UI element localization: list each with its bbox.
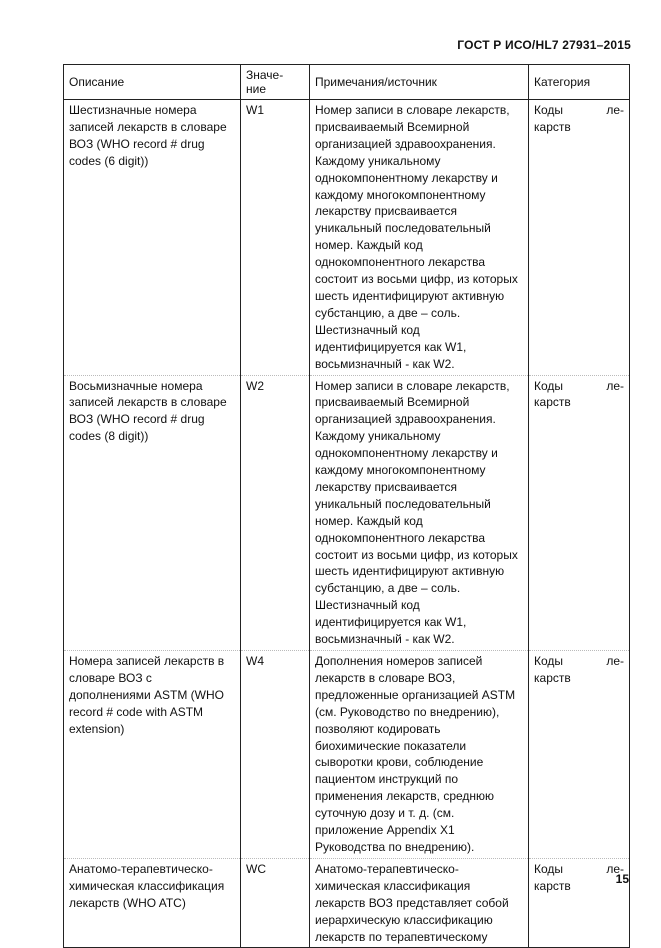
table-row [64, 651, 630, 859]
row-description: Анатомо-терапевтическо-химическая классификация лекарств (WHO ATC) [64, 858, 241, 948]
row-category-line2: карств [534, 119, 571, 134]
row-value: W2 [241, 375, 310, 651]
column-header-value-text: Значе- ние [246, 68, 284, 96]
column-header-description: Описание [64, 65, 241, 100]
column-header-category: Категория [529, 65, 630, 100]
row-category-line1: Коды ле- [534, 378, 624, 393]
row-category [529, 858, 630, 948]
row-category [529, 375, 630, 651]
row-value: WC [241, 858, 310, 948]
row-category-line2: карств [534, 670, 571, 685]
row-category-line1: Коды ле- [534, 103, 624, 117]
row-note: Номер записи в словаре лекарств, присваиваемый Всемирной организацией здравоохранения. Каждому уникальному однокомпонентному лекарству и каждому многокомпонентному лекарству присваивается уникальный последовательный номер. Каждый код однокомпонентного лекарства состоит из восьми цифр, из которых шесть идентифицируют активную субстанцию, а две – соль. Шестизначный код идентифицируется как W1, восьмизначный - как W2. [310, 375, 529, 651]
row-value: W4 [241, 651, 310, 859]
table-header-row [64, 65, 630, 100]
row-category-line2: карств [534, 878, 571, 893]
table-row [64, 375, 630, 651]
codes-table [63, 64, 630, 948]
row-category [529, 100, 630, 376]
row-note: Дополнения номеров записей лекарств в словаре ВОЗ, предложенные организацией ASTM (см. Руководство по внедрению), позволяют кодировать биохимические показатели сыворотки крови, соблюдение пациентом инструкций по применения лекарств, среднюю суточную дозу и т. д. (см. приложение Appendix X1 Руководства по внедрению). [310, 651, 529, 859]
row-description: Номера записей лекарств в словаре ВОЗ с дополнениями ASTM (WHO record # code with ASTM extension) [64, 651, 241, 859]
column-header-value [241, 65, 310, 100]
row-category-line1: Коды ле- [534, 861, 624, 876]
row-note: Анатомо-терапевтическо-химическая классификация лекарств ВОЗ представляет собой иерархическую классификацию лекарств по терапевтическому [310, 858, 529, 948]
row-value: W1 [241, 100, 310, 376]
table-row [64, 858, 630, 948]
row-description: Восьмизначные номера записей лекарств в словаре ВОЗ (WHO record # drug codes (8 digit)) [64, 375, 241, 651]
row-description: Шестизначные номера записей лекарств в словаре ВОЗ (WHO record # drug codes (6 digit)) [64, 100, 241, 376]
page-number: 15 [615, 872, 629, 886]
row-category-line2: карств [534, 395, 571, 410]
column-header-note: Примечания/источник [310, 65, 529, 100]
document-code: ГОСТ Р ИСО/HL7 27931–2015 [457, 38, 631, 52]
row-note: Номер записи в словаре лекарств, присваиваемый Всемирной организацией здравоохранения. Каждому уникальному однокомпонентному лекарству и каждому многокомпонентному лекарству присваивается уникальный последовательный номер. Каждый код однокомпонентного лекарства состоит из восьми цифр, из которых шесть идентифицируют активную субстанцию, а две – соль. Шестизначный код идентифицируется как W1, восьмизначный - как W2. [310, 100, 529, 376]
row-category [529, 651, 630, 859]
table-row [64, 100, 630, 376]
row-category-line1: Коды ле- [534, 654, 624, 668]
